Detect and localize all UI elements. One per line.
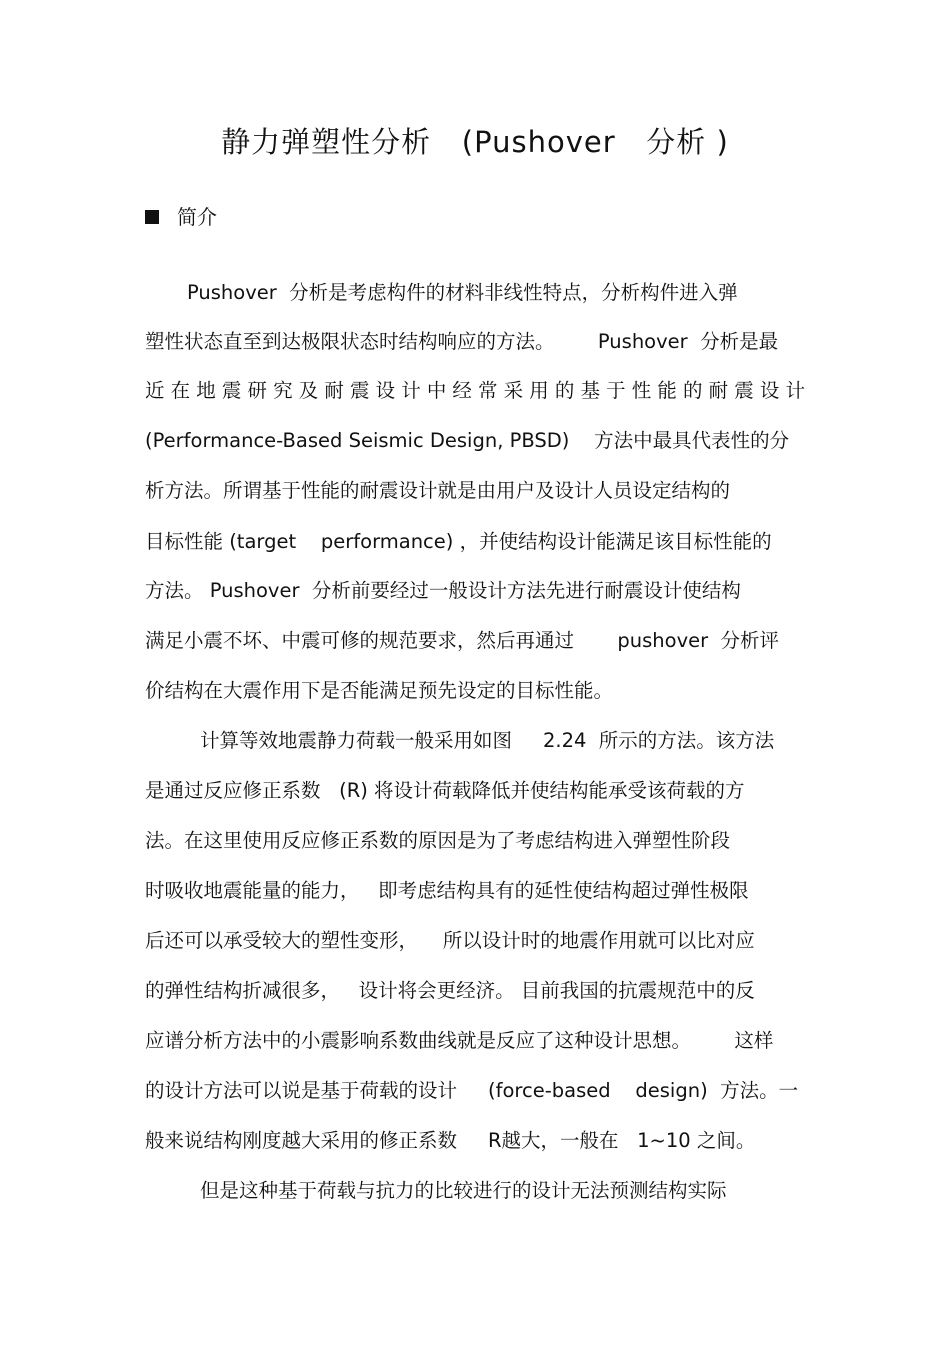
square-bullet-icon [145,210,159,224]
paragraph-line: 计算等效地震静力荷载一般采用如图 2.24 所示的方法。该方法 [200,729,775,752]
page-title: 静力弹塑性分析 (Pushover 分析 ) [221,125,729,159]
paragraph-line: 目标性能 (target performance) ，并使结构设计能满足该目标性能的 [145,530,772,553]
paragraph-line: 是通过反应修正系数 (R) 将设计荷载降低并使结构能承受该荷载的方 [145,779,745,802]
paragraph-line: 后还可以承受较大的塑性变形， 所以设计时的地震作用就可以比对应 [145,929,755,952]
paragraph-line: 的设计方法可以说是基于荷载的设计 (force-based design) 方法。一 [145,1079,799,1102]
paragraph-line: 方法。 Pushover 分析前要经过一般设计方法先进行耐震设计使结构 [145,579,741,602]
paragraph-line: 法。在这里使用反应修正系数的原因是为了考虑结构进入弹塑性阶段 [145,829,731,852]
paragraph-line: 满足小震不坏、中震可修的规范要求，然后再通过 pushover 分析评 [145,629,780,652]
section-heading [145,201,217,233]
paragraph-line: 时吸收地震能量的能力， 即考虑结构具有的延性使结构超过弹性极限 [145,879,749,902]
paragraph-line: 析方法。所谓基于性能的耐震设计就是由用户及设计人员设定结构的 [145,479,731,502]
paragraph-line: (Performance-Based Seismic Design, PBSD) 方法中最具代表性的分 [145,429,790,452]
section-heading-text: 简介 [177,205,217,229]
paragraph-line: 价结构在大震作用下是否能满足预先设定的目标性能。 [145,679,614,702]
paragraph-line: 但是这种基于荷载与抗力的比较进行的设计无法预测结构实际 [200,1179,727,1202]
paragraph-line: 般来说结构刚度越大采用的修正系数 R越大，一般在 1~10 之间。 [145,1129,756,1152]
paragraph-line: 近在地震研究及耐震设计中经常采用的基于性能的耐震设计 [145,379,805,402]
paragraph-line: 的弹性结构折减很多， 设计将会更经济。 目前我国的抗震规范中的反 [145,979,755,1002]
paragraph-line: 应谱分析方法中的小震影响系数曲线就是反应了这种设计思想。 这样 [145,1029,774,1052]
paragraph-line: 塑性状态直至到达极限状态时结构响应的方法。 Pushover 分析是最 [145,330,779,353]
paragraph-line: Pushover 分析是考虑构件的材料非线性特点，分析构件进入弹 [187,281,738,304]
